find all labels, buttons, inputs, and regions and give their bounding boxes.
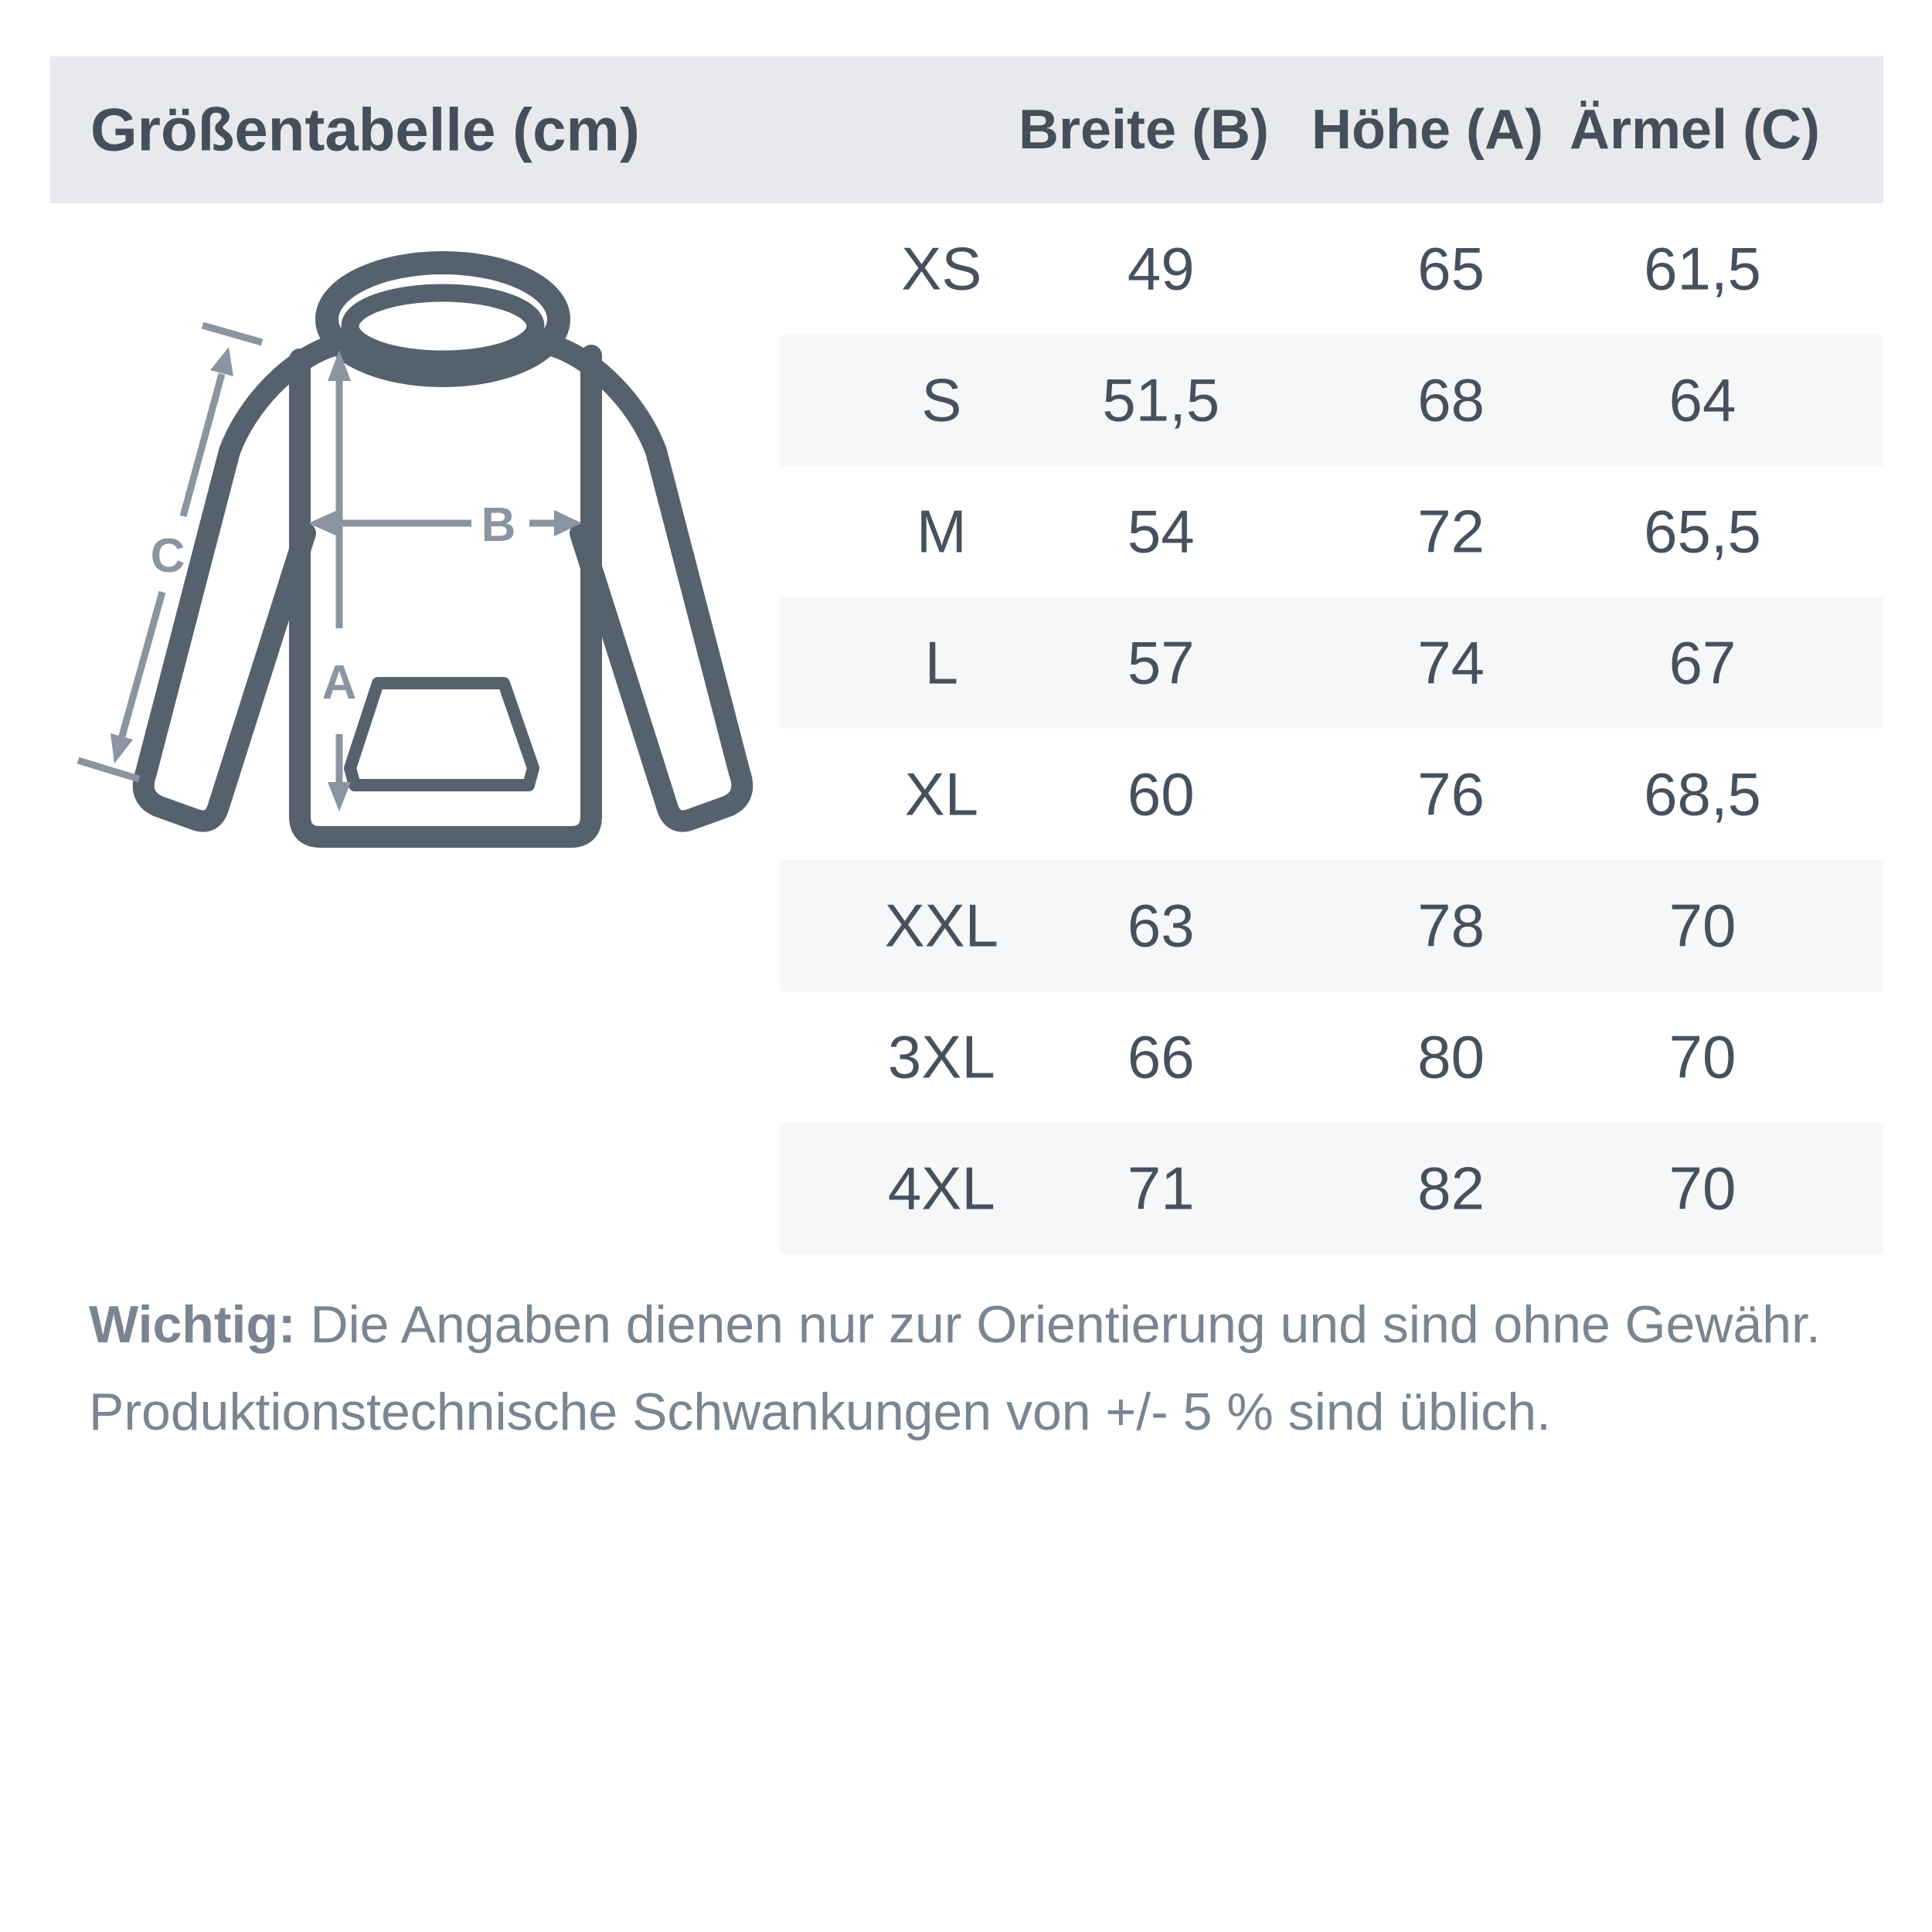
right-sleeve-outline <box>549 345 742 821</box>
hoehe-value: 72 <box>1417 497 1485 566</box>
hoehe-value: 74 <box>1417 628 1485 697</box>
torso-outline <box>300 355 591 837</box>
size-row-m <box>781 466 1883 597</box>
aermel-value: 61,5 <box>1644 234 1761 303</box>
arrow-c-tick-top <box>202 325 262 342</box>
breite-value: 54 <box>1127 497 1195 566</box>
breite-value: 71 <box>1127 1154 1195 1223</box>
breite-value: 49 <box>1127 234 1195 303</box>
arrow-a-head-down-icon <box>328 782 351 811</box>
measure-label-c: C <box>150 529 185 583</box>
size-chart-title: Größentabelle (cm) <box>90 95 640 164</box>
column-header-breite: Breite (B) <box>1018 99 1270 161</box>
size-label: S <box>921 366 962 434</box>
size-chart-header <box>50 56 1883 203</box>
aermel-value: 70 <box>1668 891 1736 960</box>
hoehe-value: 76 <box>1417 760 1485 828</box>
note-bold-label: Wichtig: <box>89 1295 296 1354</box>
hoehe-value: 78 <box>1417 891 1485 960</box>
arrow-c-head-down-icon <box>111 733 133 764</box>
size-row-4xl <box>781 1123 1883 1254</box>
note-line-1 <box>89 1281 1866 1369</box>
breite-value: 63 <box>1127 891 1195 960</box>
size-label: XL <box>904 760 979 828</box>
measure-label-a: A <box>321 656 357 709</box>
size-label: 4XL <box>887 1154 995 1223</box>
breite-value: 66 <box>1127 1022 1195 1091</box>
hoehe-value: 82 <box>1417 1154 1485 1223</box>
measure-label-b: B <box>481 498 516 552</box>
aermel-value: 64 <box>1668 366 1736 434</box>
arrow-c-head-up-icon <box>210 347 233 376</box>
important-note <box>89 1281 1866 1456</box>
aermel-value: 67 <box>1668 628 1736 697</box>
size-table <box>781 203 1883 1254</box>
hood-inner-ring <box>350 293 536 359</box>
aermel-value: 68,5 <box>1644 760 1761 828</box>
size-row-xxl <box>781 860 1883 992</box>
size-row-3xl <box>781 992 1883 1123</box>
size-label: M <box>916 497 967 566</box>
note-line-2: Produktionstechnische Schwankungen von +/- 5 % sind üblich. <box>89 1383 1551 1441</box>
aermel-value: 70 <box>1668 1022 1736 1091</box>
breite-value: 57 <box>1127 628 1195 697</box>
size-label: XXL <box>884 891 999 960</box>
size-row-xl <box>781 729 1883 860</box>
breite-value: 51,5 <box>1102 366 1220 434</box>
note-line-1-text: Die Angaben dienen nur zur Orientierung und sind ohne Gewähr. <box>295 1295 1821 1354</box>
aermel-value: 65,5 <box>1644 497 1761 566</box>
breite-value: 60 <box>1127 760 1195 828</box>
size-row-s <box>781 335 1883 466</box>
column-header-hoehe: Höhe (A) <box>1311 99 1543 161</box>
size-label: XS <box>901 234 982 303</box>
kangaroo-pocket-outline <box>350 683 533 785</box>
hoehe-value: 65 <box>1417 234 1485 303</box>
column-header-aermel: Ärmel (C) <box>1569 99 1821 161</box>
size-row-l <box>781 597 1883 729</box>
hoehe-value: 68 <box>1417 366 1485 434</box>
size-label: 3XL <box>887 1022 995 1091</box>
size-row-xs <box>781 203 1883 335</box>
size-label: L <box>924 628 959 697</box>
hoehe-value: 80 <box>1417 1022 1485 1091</box>
arrow-c-tick-bottom <box>78 760 139 779</box>
hoodie-outline-icon <box>144 263 743 837</box>
aermel-value: 70 <box>1668 1154 1736 1223</box>
hoodie-measurement-diagram <box>50 193 792 896</box>
